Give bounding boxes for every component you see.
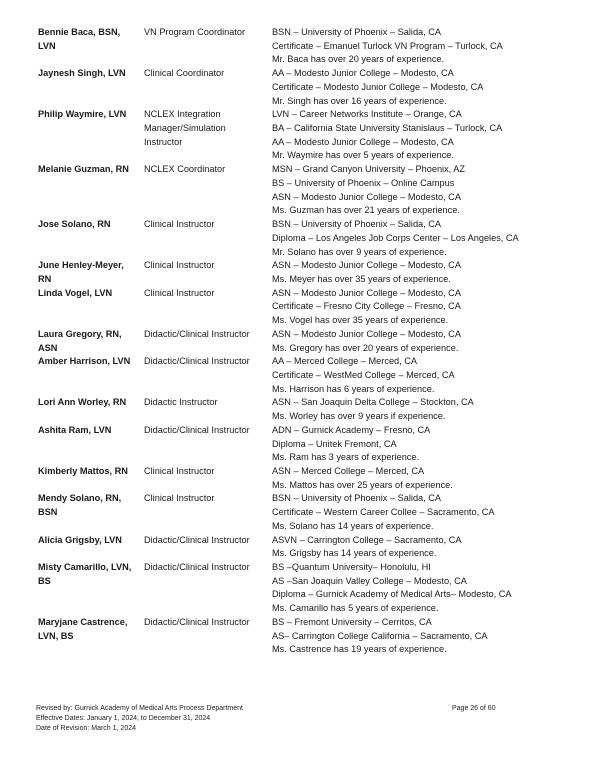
staff-title-line: Clinical Instructor — [144, 260, 215, 271]
staff-row — [38, 108, 568, 163]
staff-education-line: ADN – Gurnick Academy – Fresno, CA — [272, 424, 431, 435]
staff-education — [272, 328, 568, 355]
staff-name — [38, 534, 144, 561]
staff-title — [144, 26, 272, 67]
staff-education-line: AS– Carrington College California – Sacramento, CA — [272, 630, 488, 641]
staff-title — [144, 328, 272, 355]
staff-education — [272, 424, 568, 465]
footer-effective-dates: Effective Dates: January 1, 2024, to December 31, 2024 — [36, 715, 211, 722]
staff-education-line: Diploma – Gurnick Academy of Medical Arts– Modesto, CA — [272, 589, 512, 600]
staff-education-line: ASN – Modesto Junior College – Modesto, CA — [272, 328, 461, 339]
staff-name-line: Mendy Solano, RN, — [38, 493, 122, 504]
staff-name-line: Jose Solano, RN — [38, 219, 111, 230]
staff-title-line: Clinical Instructor — [144, 219, 215, 230]
staff-education-line: AS –San Joaquin Valley College – Modesto, CA — [272, 575, 467, 586]
staff-education-line: ASN – San Joaquin Delta College – Stockton, CA — [272, 397, 474, 408]
staff-name — [38, 465, 144, 492]
staff-education — [272, 396, 568, 423]
staff-name-line: BSN — [38, 507, 58, 518]
staff-title-line: NCLEX Integration — [144, 109, 221, 120]
staff-name-line: RN — [38, 273, 52, 284]
staff-table — [38, 26, 568, 657]
staff-title — [144, 67, 272, 108]
staff-row — [38, 218, 568, 259]
staff-title — [144, 492, 272, 533]
staff-education-line: Ms. Solano has 14 years of experience. — [272, 520, 434, 531]
staff-title — [144, 424, 272, 465]
staff-title-line: Didactic/Clinical Instructor — [144, 534, 250, 545]
staff-education-line: LVN – Career Networks Institute – Orange, CA — [272, 109, 462, 120]
staff-title — [144, 534, 272, 561]
staff-education-line: BS –Quantum University– Honolulu, HI — [272, 562, 431, 573]
staff-title-line: Didactic/Clinical Instructor — [144, 616, 250, 627]
staff-education-line: Mr. Solano has over 9 years of experience. — [272, 246, 447, 257]
staff-education-line: Mr. Waymire has over 5 years of experience. — [272, 150, 454, 161]
staff-education-line: Ms. Gregory has over 20 years of experience. — [272, 342, 459, 353]
staff-education-line: Certificate – Modesto Junior College – Modesto, CA — [272, 81, 484, 92]
staff-education-line: AA – Merced College – Merced, CA — [272, 356, 418, 367]
staff-education-line: Diploma – Unitek Fremont, CA — [272, 438, 397, 449]
staff-title-line: NCLEX Coordinator — [144, 164, 226, 175]
staff-education-line: BSN – University of Phoenix – Salida, CA — [272, 493, 442, 504]
staff-title-line: Didactic/Clinical Instructor — [144, 356, 250, 367]
staff-education — [272, 616, 568, 657]
staff-education — [272, 287, 568, 328]
staff-row — [38, 67, 568, 108]
staff-row — [38, 163, 568, 218]
staff-education-line: Ms. Camarillo has 5 years of experience. — [272, 603, 439, 614]
footer — [36, 704, 243, 734]
staff-row — [38, 396, 568, 423]
staff-title — [144, 355, 272, 396]
staff-education-line: ASN – Modesto Junior College – Modesto, CA — [272, 260, 461, 271]
staff-name-line: Bennie Baca, BSN, — [38, 27, 121, 37]
staff-education-line: Ms. Ram has 3 years of experience. — [272, 452, 420, 463]
staff-name — [38, 616, 144, 657]
staff-education — [272, 259, 568, 286]
page-number: Page 26 of 60 — [452, 705, 496, 712]
staff-title — [144, 259, 272, 286]
staff-education — [272, 492, 568, 533]
staff-education-line: Ms. Worley has over 9 years if experience. — [272, 411, 446, 422]
staff-education-line: BA – California State University Stanislaus – Turlock, CA — [272, 123, 503, 134]
staff-education — [272, 163, 568, 218]
staff-education — [272, 108, 568, 163]
staff-title — [144, 218, 272, 259]
staff-name — [38, 26, 144, 67]
staff-row — [38, 534, 568, 561]
staff-name-line: June Henley-Meyer, — [38, 260, 124, 271]
staff-title — [144, 465, 272, 492]
staff-name-line: Philip Waymire, LVN — [38, 109, 127, 120]
staff-name — [38, 218, 144, 259]
staff-row — [38, 328, 568, 355]
staff-row — [38, 259, 568, 286]
staff-title-line: Clinical Coordinator — [144, 68, 225, 79]
staff-row — [38, 355, 568, 396]
staff-name — [38, 355, 144, 396]
staff-education-line: ASVN – Carrington College – Sacramento, CA — [272, 534, 462, 545]
staff-title — [144, 616, 272, 657]
staff-education-line: ASN – Modesto Junior College – Modesto, CA — [272, 191, 461, 202]
footer-date-of-revision: Date of Revision: March 1, 2024 — [36, 725, 136, 732]
staff-name — [38, 163, 144, 218]
footer-revised-by: Revised by: Gurnick Academy of Medical Arts Process Department — [36, 705, 243, 712]
staff-name-line: Misty Camarillo, LVN, — [38, 562, 132, 573]
staff-education-line: Ms. Meyer has over 35 years of experience. — [272, 273, 451, 284]
staff-name-line: Jaynesh Singh, LVN — [38, 68, 126, 79]
staff-title-line: Didactic Instructor — [144, 397, 218, 408]
staff-title-line: Didactic/Clinical Instructor — [144, 424, 250, 435]
staff-education — [272, 561, 568, 616]
staff-name-line: Linda Vogel, LVN — [38, 287, 113, 298]
staff-name-line: Kimberly Mattos, RN — [38, 466, 128, 476]
staff-education-line: Ms. Castrence has 19 years of experience. — [272, 644, 447, 655]
staff-name-line: Maryjane Castrence, — [38, 616, 128, 627]
staff-title-line: Clinical Instructor — [144, 287, 215, 298]
staff-name-line: LVN — [38, 40, 56, 51]
staff-title-line: Manager/Simulation — [144, 123, 226, 134]
staff-education — [272, 355, 568, 396]
staff-education — [272, 67, 568, 108]
staff-name — [38, 424, 144, 465]
staff-row — [38, 26, 568, 67]
staff-education-line: MSN – Grand Canyon University – Phoenix, AZ — [272, 164, 466, 175]
staff-name — [38, 561, 144, 616]
staff-name-line: Alicia Grigsby, LVN — [38, 534, 122, 545]
staff-education-line: Mr. Singh has over 16 years of experience. — [272, 95, 447, 106]
staff-education-line: Diploma – Los Angeles Job Corps Center – Los Angeles, CA — [272, 232, 519, 243]
staff-education-line: Ms. Grigsby has 14 years of experience. — [272, 548, 437, 559]
staff-education-line: BSN – University of Phoenix – Salida, CA — [272, 27, 442, 37]
staff-title-line: Instructor — [144, 136, 183, 147]
staff-education-line: Certificate – Western Career Collee – Sacramento, CA — [272, 507, 495, 518]
staff-education-line: Ms. Mattos has over 25 years of experience. — [272, 479, 453, 490]
staff-title — [144, 561, 272, 616]
staff-education-line: Ms. Vogel has over 35 years of experience. — [272, 315, 449, 326]
staff-education — [272, 26, 568, 67]
staff-title-line: VN Program Coordinator — [144, 27, 246, 37]
staff-row — [38, 616, 568, 657]
staff-name — [38, 108, 144, 163]
staff-name-line: Laura Gregory, RN, — [38, 328, 122, 339]
staff-education-line: Ms. Harrison has 6 years of experience. — [272, 383, 435, 394]
staff-name-line: Ashita Ram, LVN — [38, 424, 112, 435]
staff-title-line: Clinical Instructor — [144, 466, 215, 476]
staff-education-line: AA – Modesto Junior College – Modesto, CA — [272, 136, 454, 147]
staff-education-line: AA – Modesto Junior College – Modesto, CA — [272, 68, 454, 79]
staff-education-line: Mr. Baca has over 20 years of experience. — [272, 54, 445, 65]
staff-education-line: BSN – University of Phoenix – Salida, CA — [272, 219, 442, 230]
staff-name — [38, 396, 144, 423]
staff-education-line: ASN – Modesto Junior College – Modesto, CA — [272, 287, 461, 298]
staff-title-line: Didactic/Clinical Instructor — [144, 328, 250, 339]
staff-name — [38, 492, 144, 533]
staff-title-line: Clinical Instructor — [144, 493, 215, 504]
staff-education-line: BS – Fremont University – Cerritos, CA — [272, 616, 432, 627]
staff-education-line: Certificate – Fresno City College – Fresno, CA — [272, 301, 461, 312]
staff-title — [144, 108, 272, 163]
staff-name — [38, 328, 144, 355]
staff-name-line: Lori Ann Worley, RN — [38, 397, 127, 408]
staff-education — [272, 534, 568, 561]
staff-education-line: ASN – Merced College – Merced, CA — [272, 466, 425, 476]
staff-row — [38, 465, 568, 492]
staff-education-line: BS – University of Phoenix – Online Campus — [272, 177, 455, 188]
staff-name-line: Melanie Guzman, RN — [38, 164, 129, 175]
staff-title-line: Didactic/Clinical Instructor — [144, 562, 250, 573]
staff-education-line: Certificate – WestMed College – Merced, CA — [272, 369, 455, 380]
staff-row — [38, 561, 568, 616]
staff-education — [272, 465, 568, 492]
staff-row — [38, 424, 568, 465]
staff-name-line: BS — [38, 575, 51, 586]
staff-title — [144, 396, 272, 423]
staff-name-line: LVN, BS — [38, 630, 74, 641]
staff-education-line: Ms. Guzman has over 21 years of experience. — [272, 205, 460, 216]
staff-row — [38, 287, 568, 328]
staff-name — [38, 287, 144, 328]
staff-title — [144, 287, 272, 328]
staff-education — [272, 218, 568, 259]
staff-title — [144, 163, 272, 218]
staff-name — [38, 259, 144, 286]
staff-education-line: Certificate – Emanuel Turlock VN Program – Turlock, CA — [272, 40, 503, 51]
staff-name-line: Amber Harrison, LVN — [38, 356, 131, 367]
staff-row — [38, 492, 568, 533]
staff-name-line: ASN — [38, 342, 58, 353]
staff-name — [38, 67, 144, 108]
